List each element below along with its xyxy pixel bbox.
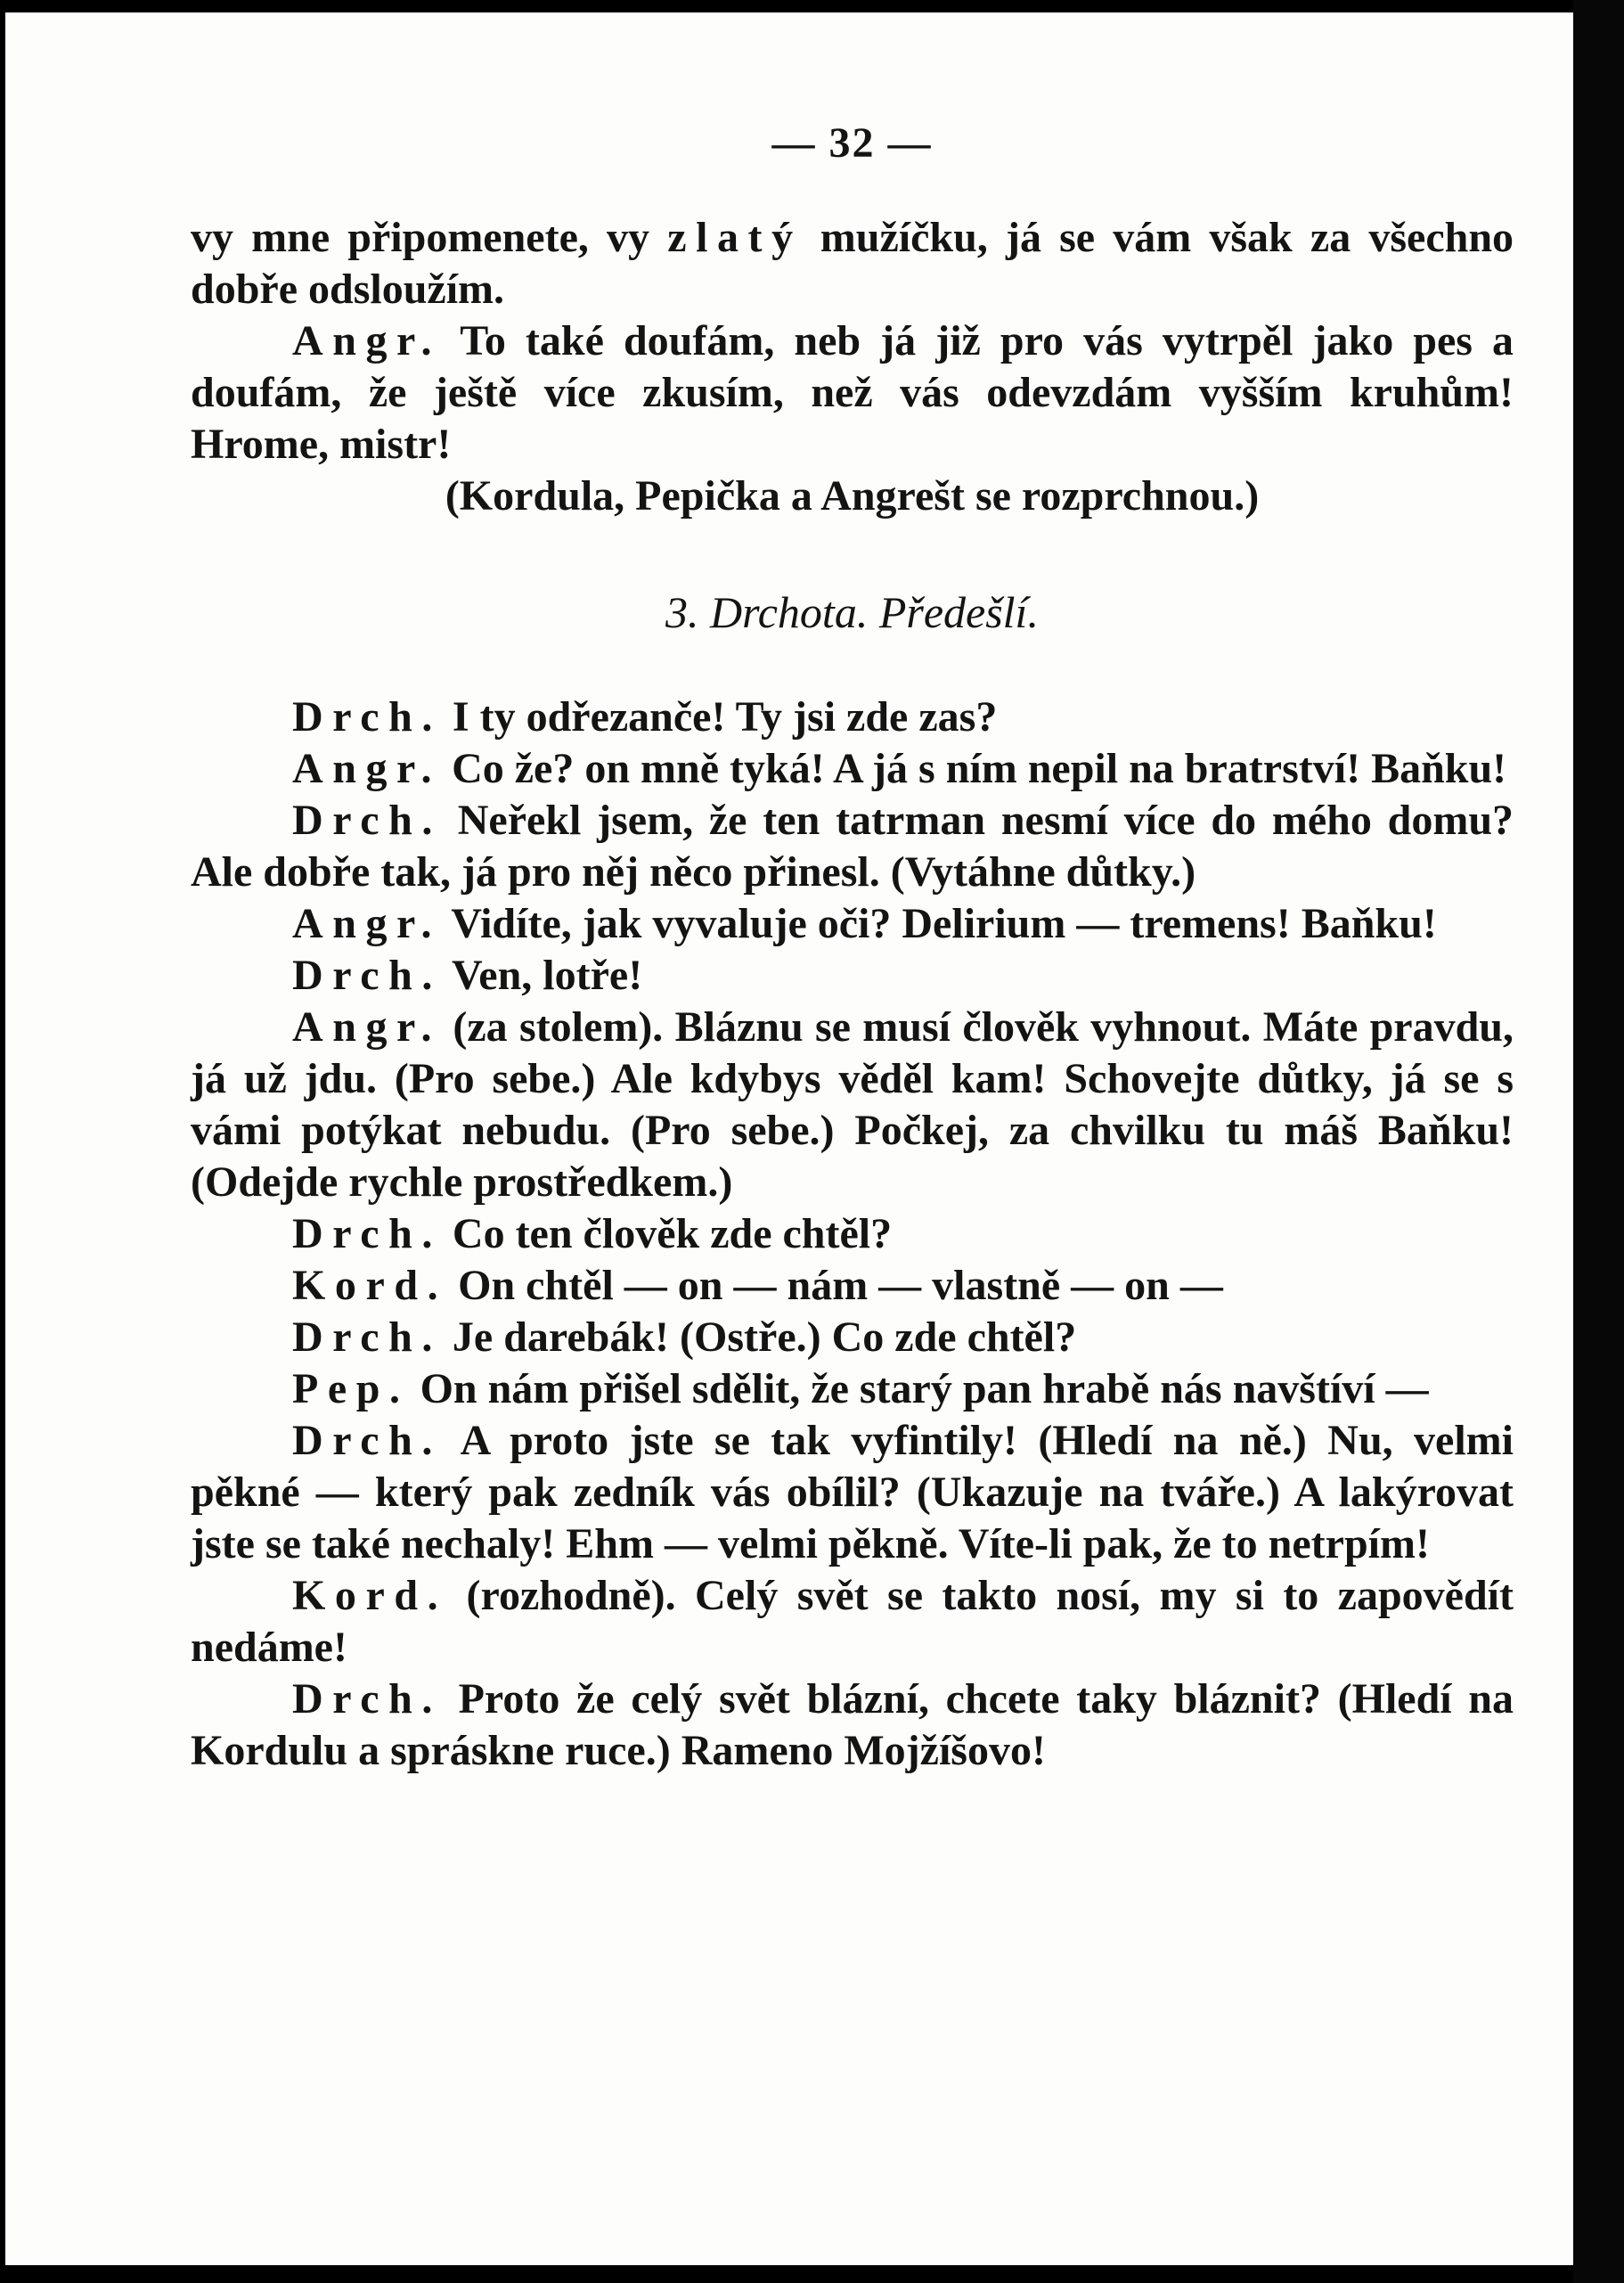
page-text [191, 118, 1514, 1777]
speech-text: Vidíte, jak vyvaluje oči? Delirium — tremens! Baňku! [451, 900, 1437, 947]
speech-drch [191, 1208, 1514, 1260]
speech-drch [191, 1415, 1514, 1570]
speech-text: Co že? on mně tyká! A já s ním nepil na bratrství! Baňku! [452, 745, 1507, 792]
page-number: — 32 — [771, 119, 933, 167]
speaker-name: Angr. [292, 317, 442, 364]
spaced-word: zlatý [667, 214, 803, 261]
speech-text: I ty odřezanče! Ty jsi zde zas? [452, 693, 998, 741]
speech-drch [191, 795, 1514, 898]
speech-text: Ven, lotře! [452, 952, 643, 999]
speech-text: (za stolem). Bláznu se musí člověk vyhnout. Máte pravdu, já už jdu. (Pro sebe.) Ale kdybys věděl kam! Schovejte důtky, já se s vámi potýkat nebudu. (Pro sebe.) Počkej, za chvilku tu máš Baňku! (Odejde rychle prostředkem.) [191, 1003, 1514, 1206]
scene-heading: 3. Drchota. Předešlí. [665, 587, 1039, 637]
speaker-name: Angr. [292, 745, 442, 792]
speaker-name: Pep. [292, 1365, 410, 1412]
speech-drch [191, 1312, 1514, 1363]
speech-kord [191, 1260, 1514, 1312]
speech-angr [191, 743, 1514, 795]
speaker-name: Drch. [292, 1210, 442, 1257]
text-run: vy mne připomenete, vy [191, 214, 650, 261]
book-page [5, 12, 1573, 2265]
speech-pep [191, 1363, 1514, 1415]
stage-direction: (Kordula, Pepička a Angrešt se rozprchnou.) [445, 472, 1260, 520]
speaker-name: Kord. [292, 1262, 448, 1309]
speaker-name: Angr. [292, 900, 442, 947]
speech-angr [191, 315, 1514, 471]
speech-text: To také doufám, neb já již pro vás vytrpěl jako pes a doufám, že ještě více zkusím, než vás odevzdám vyšším kruhům! Hrome, mistr! [191, 317, 1514, 468]
speech-drch [191, 691, 1514, 743]
speech-angr [191, 1002, 1514, 1208]
speech-text: Co ten člověk zde chtěl? [452, 1210, 893, 1257]
speech-drch [191, 1673, 1514, 1777]
speaker-name: Drch. [292, 1417, 442, 1464]
speaker-name: Angr. [292, 1003, 442, 1051]
speech-text: A proto jste se tak vyfintily! (Hledí na ně.) Nu, velmi pěkné — který pak zedník vás obílil? (Ukazuje na tváře.) A lakýrovat jste se také nechaly! Ehm — velmi pěkně. Víte-li pak, že to netrpím! [191, 1417, 1514, 1567]
speech-kord [191, 1570, 1514, 1673]
speaker-name: Drch. [292, 1675, 442, 1722]
speech-text: On nám přišel sdělit, že starý pan hrabě nás navštíví — [420, 1365, 1429, 1412]
speaker-name: Drch. [292, 797, 442, 844]
speech-text: On chtěl — on — nám — vlastně — on — [458, 1262, 1223, 1309]
speaker-name: Drch. [292, 693, 442, 741]
speaker-name: Drch. [292, 952, 442, 999]
speech-drch [191, 950, 1514, 1002]
scan-border [1573, 0, 1624, 2283]
speech-text: Proto že celý svět blázní, chcete taky bláznit? (Hledí na Kordulu a spráskne ruce.) Rameno Mojžíšovo! [191, 1675, 1514, 1774]
speaker-name: Drch. [292, 1313, 442, 1361]
speech-angr [191, 898, 1514, 950]
speech-text: Neřekl jsem, že ten tatrman nesmí více do mého domu? Ale dobře tak, já pro něj něco přinesl. (Vytáhne důtky.) [191, 797, 1514, 896]
paragraph-continuation [191, 212, 1514, 315]
speech-text: Je darebák! (Ostře.) Co zde chtěl? [452, 1313, 1077, 1361]
text-run: mužíčku, já se vám však za všechno dobře odsloužím. [191, 214, 1514, 313]
speaker-name: Kord. [292, 1572, 448, 1619]
speech-text: (rozhodně). Celý svět se takto nosí, my si to zapovědít nedáme! [191, 1572, 1514, 1671]
